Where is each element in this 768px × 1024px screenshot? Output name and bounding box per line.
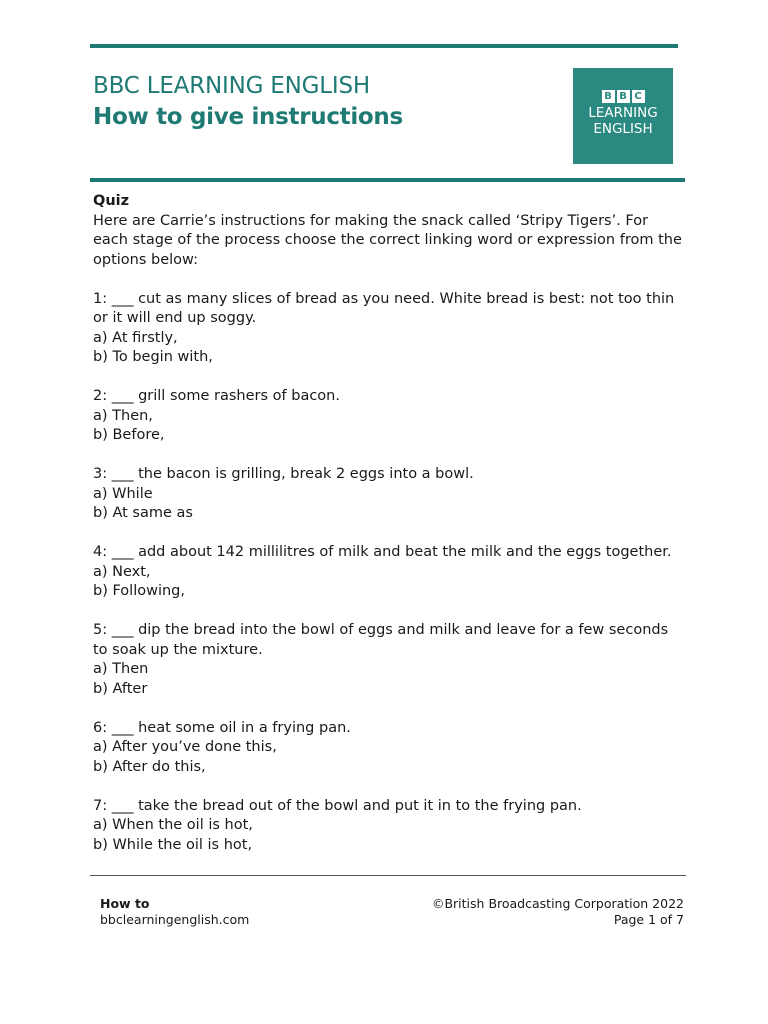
footer-right — [432, 896, 684, 928]
question-2 — [93, 387, 683, 446]
footer-section: How to — [100, 896, 150, 911]
question-text: 6: ___ heat some oil in a frying pan. — [93, 719, 351, 736]
logo-letter: B — [602, 90, 615, 103]
option-a: a) While — [93, 485, 153, 502]
logo-letter: B — [617, 90, 630, 103]
option-a: a) Then, — [93, 407, 153, 424]
option-a: a) When the oil is hot, — [93, 817, 253, 833]
option-b: b) After — [93, 680, 148, 697]
option-a: a) At firstly, — [93, 329, 178, 346]
question-text: 1: ___ cut as many slices of bread as you need. White bread is best: not too thin or it will end up soggy. — [93, 290, 675, 326]
question-6 — [93, 719, 683, 778]
question-4 — [93, 543, 683, 602]
footer-rule — [90, 875, 686, 876]
option-b: b) To begin with, — [93, 349, 213, 365]
quiz-section — [93, 192, 683, 855]
bbc-blocks — [573, 90, 673, 103]
question-3 — [93, 465, 683, 524]
option-b: b) Before, — [93, 427, 165, 443]
footer-copyright: ©British Broadcasting Corporation 2022 — [431, 896, 684, 911]
brand-title: BBC LEARNING ENGLISH — [93, 73, 370, 99]
option-b: b) At same as — [93, 505, 193, 521]
quiz-heading: Quiz — [93, 193, 130, 209]
option-a: a) After you’ve done this, — [93, 739, 277, 755]
bbc-learning-english-logo — [573, 68, 673, 164]
footer-left — [100, 896, 249, 928]
question-7 — [93, 797, 683, 856]
question-text: 4: ___ add about 142 millilitres of milk and beat the milk and the eggs together. — [93, 544, 672, 560]
logo-line-english: ENGLISH — [593, 121, 653, 137]
option-a: a) Next, — [93, 563, 151, 580]
question-text: 5: ___ dip the bread into the bowl of eggs and milk and leave for a few seconds to soak up the mixture. — [93, 622, 669, 658]
logo-letter: C — [632, 90, 645, 103]
option-a: a) Then — [93, 661, 149, 677]
logo-line-learning: LEARNING — [588, 105, 658, 121]
page-title: How to give instructions — [93, 104, 403, 130]
question-5 — [93, 621, 683, 699]
footer-website: bbclearningenglish.com — [100, 912, 250, 927]
option-b: b) While the oil is hot, — [93, 836, 253, 853]
option-b: b) After do this, — [93, 758, 206, 775]
option-b: b) Following, — [93, 583, 185, 599]
question-text: 7: ___ take the bread out of the bowl and put it in to the frying pan. — [93, 797, 582, 814]
question-text: 2: ___ grill some rashers of bacon. — [93, 388, 340, 404]
top-rule — [90, 44, 678, 48]
question-1 — [93, 290, 683, 368]
header-rule — [90, 178, 685, 182]
question-text: 3: ___ the bacon is grilling, break 2 eggs into a bowl. — [93, 466, 474, 482]
page-number: Page 1 of 7 — [613, 912, 684, 927]
quiz-intro: Here are Carrie’s instructions for making the snack called ‘Stripy Tigers’. For each stage of the process choose the correct linking word or expression from the options below: — [93, 212, 682, 268]
